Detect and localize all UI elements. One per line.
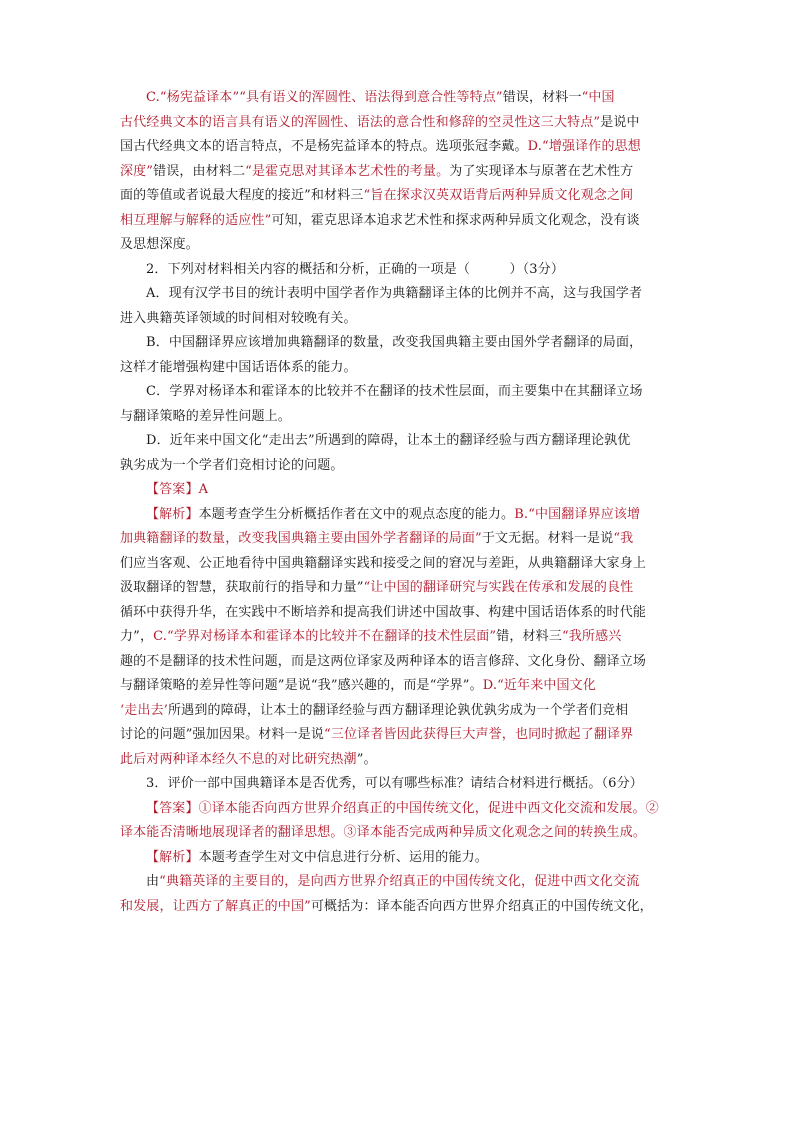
text-line (120, 895, 676, 920)
body-text: 这样才能增强构建中国话语体系的能力。 (120, 359, 357, 375)
text-line (120, 576, 676, 601)
body-text: 趣的不是翻译的技术性问题，而是这两位译家及两种译本的语言修辞、文化身份、翻译立场 (120, 653, 647, 669)
highlighted-text: 和发展，让西方了解真正的中国” (120, 898, 311, 914)
body-text: 可知，霍克思译本追求艺术性和探求两种异质文化观念，没有谈 (271, 212, 640, 228)
text-line (120, 870, 676, 895)
highlighted-text: 译本能否清晰地展现译者的翻译思想。③译本能否完成两种异质文化观念之间的转换生成。 (120, 825, 647, 840)
highlighted-text: “三位译者皆因此获得巨大声誉，也同时掀起了翻译界 (324, 727, 634, 742)
highlighted-text: “旨在探求汉英双语背后两种异质文化观念之间 (363, 188, 634, 203)
text-line (120, 748, 676, 773)
text-line (120, 552, 676, 577)
highlighted-text: 【答案】A (146, 482, 209, 497)
highlighted-text: C.“学界对杨译本和霍译本的比较并不在翻译的技术性层面” (153, 629, 497, 644)
body-text: B．中国翻译界应该增加典籍翻译的数量，改变我国典籍主要由国外学者翻译的局面， (146, 335, 643, 350)
text-line (120, 233, 676, 258)
text-line (120, 821, 676, 846)
body-text: 错误，由材料二 (153, 163, 246, 179)
body-text: 面的等值或者说最大程度的接近”和材料三 (120, 188, 364, 203)
highlighted-text: C.“杨宪益译本”“具有语义的浑圆性、语法得到意合性等特点” (146, 90, 503, 105)
body-text: 本题考查学生对文中信息进行分析、运用的能力。 (198, 849, 488, 865)
body-text: 与翻译策略的差异性等问题”是说“我”感兴趣的，而是“学界”。 (120, 678, 483, 693)
body-text: 错，材料三 (496, 629, 562, 644)
text-line (120, 135, 676, 160)
body-text: 循环中获得升华，在实践中不断培养和提高我们讲述中国故事、构建中国话语体系的时代能 (120, 604, 647, 620)
text-line (120, 209, 676, 234)
text-line (120, 478, 676, 503)
body-text: 进入典籍英译领域的时间相对较晚有关。 (120, 310, 357, 326)
body-text: 所遇到的障碍，让本土的翻译经验与西方翻译理论孰优孰劣成为一个学者们竞相 (168, 702, 629, 718)
body-text: 汲取翻译的智慧，获取前行的指导和力量” (120, 580, 364, 595)
highlighted-text: “中国 (581, 90, 615, 105)
body-text: 是说中 (600, 114, 640, 130)
highlighted-text: 深度” (120, 163, 154, 179)
highlighted-text: ‘走出去’ (120, 702, 169, 718)
text-line (120, 601, 676, 626)
body-text: 于文无据。材料一是说 (481, 531, 614, 546)
text-line (120, 699, 676, 724)
body-text: 为了实现译本与原著在艺术性方 (449, 163, 634, 179)
text-line (120, 797, 676, 822)
text-line (120, 674, 676, 699)
text-line (120, 307, 676, 332)
text-line (120, 111, 676, 136)
highlighted-text: 古代经典文本的语言具有语义的浑圆性、语法的意合性和修辞的空灵性这三大特点” (120, 114, 601, 130)
body-text: 3．评价一部中国典籍译本是否优秀，可以有哪些标准？请结合材料进行概括。（6分） (146, 776, 643, 791)
body-text: 们应当客观、公正地看待中国典籍翻译实践和接受之间的窘况与差距，从典籍翻译大家身上 (120, 555, 647, 571)
highlighted-text: 加典籍翻译的数量，改变我国典籍主要由国外学者翻译的局面” (120, 531, 482, 546)
text-line (120, 723, 676, 748)
text-line (120, 454, 676, 479)
body-text: 本题考查学生分析概括作者在文中的观点态度的能力。 (198, 506, 515, 522)
body-text: A．现有汉学书目的统计表明中国学者作为典籍翻译主体的比例并不高，这与我国学者 (146, 286, 643, 301)
document-body (120, 86, 676, 919)
text-line (120, 184, 676, 209)
highlighted-text: D.“增强译作的思想 (527, 139, 641, 154)
highlighted-text: 此后对两种译本经久不息的对比研究热潮 (120, 751, 357, 767)
body-text: 与翻译策略的差异性问题上。 (120, 408, 291, 424)
highlighted-text: 【答案】①译本能否向西方世界介绍真正的中国传统文化，促进中西文化交流和发展。② (146, 800, 659, 816)
body-text: D．近年来中国文化“走出去”所遇到的障碍，让本土的翻译经验与西方翻译理论孰优 (146, 433, 631, 448)
body-text: 2．下列对材料相关内容的概括和分析，正确的一项是（ ）（3分） (146, 261, 564, 277)
text-line (120, 380, 676, 405)
body-text: 错误，材料一 (502, 90, 582, 105)
highlighted-text: 相互理解与解释的适应性” (120, 212, 272, 228)
highlighted-text: 【解析】 (146, 506, 199, 522)
highlighted-text: “典籍英译的主要目的，是向西方世界介绍真正的中国传统文化，促进中西文化交流 (159, 874, 640, 889)
text-line (120, 429, 676, 454)
highlighted-text: “是霍克思对其译本艺术性的考量。 (245, 163, 450, 179)
highlighted-text: “我所感兴 (561, 629, 622, 644)
highlighted-text: 【解析】 (146, 849, 199, 865)
text-line (120, 503, 676, 528)
text-line (120, 650, 676, 675)
body-text: 可概括为：译本能否向西方世界介绍真正的中国传统文化， (310, 898, 653, 914)
highlighted-text: “我 (613, 531, 634, 546)
body-text: ”。 (356, 751, 377, 767)
text-line (120, 86, 676, 111)
text-line (120, 846, 676, 871)
body-text: 由 (146, 874, 160, 889)
body-text: 孰劣成为一个学者们竞相讨论的问题。 (120, 457, 344, 473)
highlighted-text: D.“近年来中国文化 (482, 678, 596, 693)
text-line (120, 772, 676, 797)
body-text: 力”， (120, 629, 154, 644)
highlighted-text: B.“中国翻译界应该增 (514, 506, 641, 522)
body-text: 讨论的问题”强加因果。材料一是说 (120, 727, 325, 742)
highlighted-text: “让中国的翻译研究与实践在传承和发展的良性 (363, 580, 634, 595)
text-line (120, 527, 676, 552)
body-text: C．学界对杨译本和霍译本的比较并不在翻译的技术性层面，而主要集中在其翻译立场 (146, 384, 643, 399)
text-line (120, 625, 676, 650)
body-text: 及思想深度。 (120, 237, 199, 252)
text-line (120, 258, 676, 283)
text-line (120, 356, 676, 381)
text-line (120, 405, 676, 430)
text-line (120, 282, 676, 307)
text-line (120, 160, 676, 185)
text-line (120, 331, 676, 356)
body-text: 国古代经典文本的语言特点，不是杨宪益译本的特点。选项张冠李戴。 (120, 139, 528, 154)
